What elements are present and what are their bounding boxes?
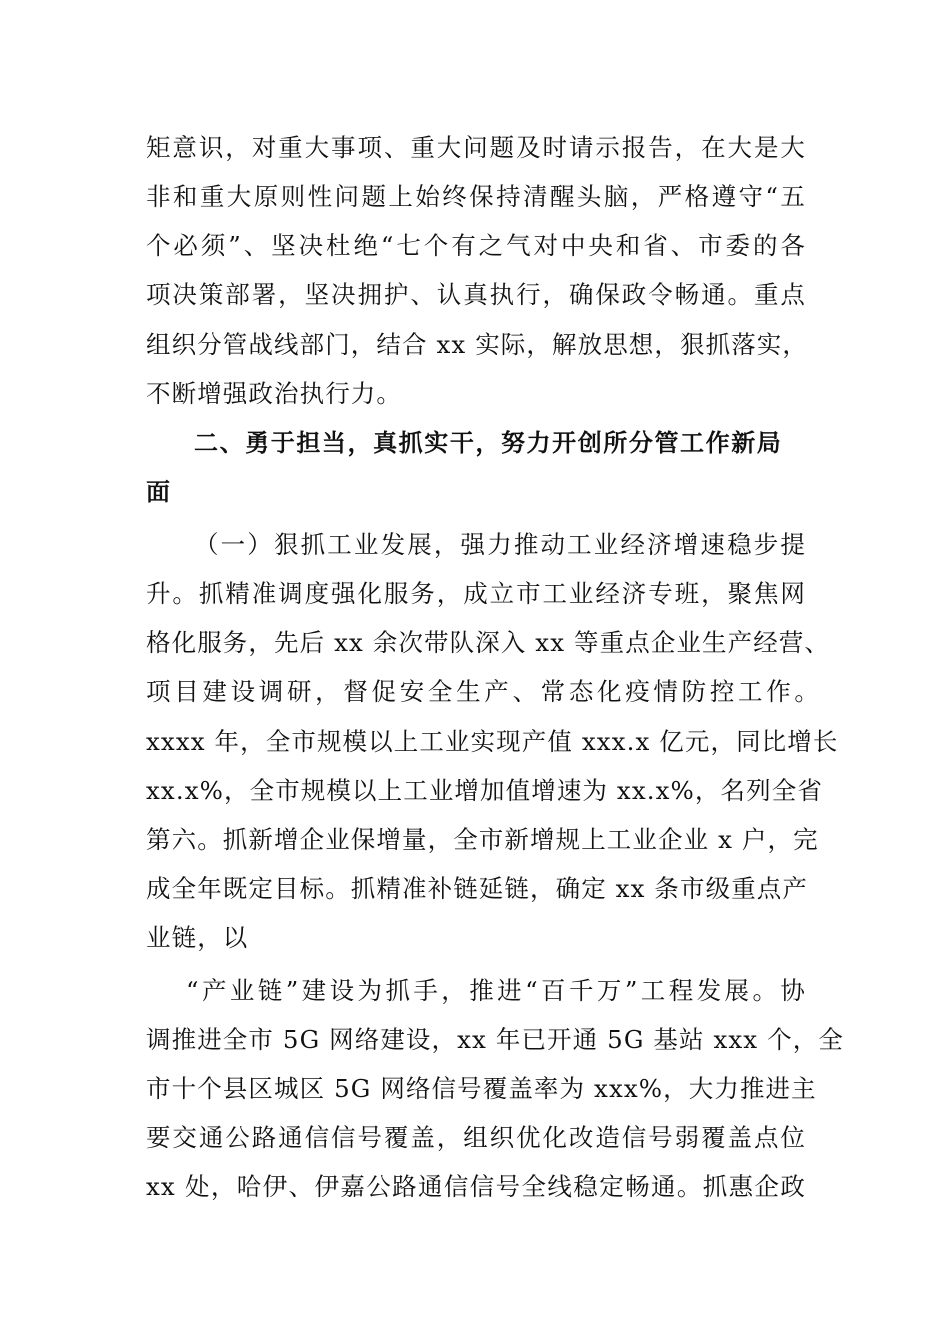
- paragraph-2-line-9: 业链，以: [146, 923, 249, 952]
- paragraph-1-line-4: 项决策部署，坚决拥护、认真执行，确保政令畅通。重点: [146, 280, 806, 309]
- paragraph-1-line-3: 个必须”、坚决杜绝“七个有之气对中央和省、市委的各: [146, 231, 806, 260]
- paragraph-2-line-3: 格化服务，先后 xx 余次带队深入 xx 等重点企业生产经营、: [146, 628, 831, 657]
- paragraph-3-line-3: 市十个县区城区 5G 网络信号覆盖率为 xxx%，大力推进主: [146, 1074, 817, 1103]
- paragraph-3-line-2: 调推进全市 5G 网络建设，xx 年已开通 5G 基站 xxx 个，全: [146, 1025, 844, 1054]
- paragraph-1-line-1: 矩意识，对重大事项、重大问题及时请示报告，在大是大: [146, 133, 806, 162]
- paragraph-3-line-4: 要交通公路通信信号覆盖，组织优化改造信号弱覆盖点位: [146, 1123, 806, 1152]
- paragraph-1-line-5: 组织分管战线部门，结合 xx 实际，解放思想，狠抓落实，: [146, 330, 809, 359]
- section-heading-line-2: 面: [146, 478, 172, 506]
- paragraph-2-line-8: 成全年既定目标。抓精准补链延链，确定 xx 条市级重点产: [146, 874, 809, 903]
- paragraph-2-line-1: （一）狠抓工业发展，强力推动工业经济增速稳步提: [194, 530, 806, 559]
- paragraph-2-line-4: 项目建设调研，督促安全生产、常态化疫情防控工作。: [146, 677, 820, 706]
- paragraph-1-line-2: 非和重大原则性问题上始终保持清醒头脑，严格遵守“五: [146, 182, 806, 211]
- paragraph-3-line-5: xx 处，哈伊、伊嘉公路通信信号全线稳定畅通。抓惠企政: [146, 1172, 806, 1201]
- paragraph-1-line-6: 不断增强政治执行力。: [146, 379, 402, 408]
- paragraph-2-line-5: xxxx 年，全市规模以上工业实现产值 xxx.x 亿元，同比增长: [146, 727, 839, 756]
- paragraph-3-line-1: “产业链”建设为抓手，推进“百千万”工程发展。协: [186, 976, 806, 1005]
- section-heading-line-1: 二、勇于担当，真抓实干，努力开创所分管工作新局: [194, 429, 782, 457]
- paragraph-2-line-6: xx.x%，全市规模以上工业增加值增速为 xx.x%，名列全省: [146, 776, 823, 805]
- paragraph-2-line-2: 升。抓精准调度强化服务，成立市工业经济专班，聚焦网: [146, 579, 806, 608]
- paragraph-2-line-7: 第六。抓新增企业保增量，全市新增规上工业企业 x 户，完: [146, 825, 819, 854]
